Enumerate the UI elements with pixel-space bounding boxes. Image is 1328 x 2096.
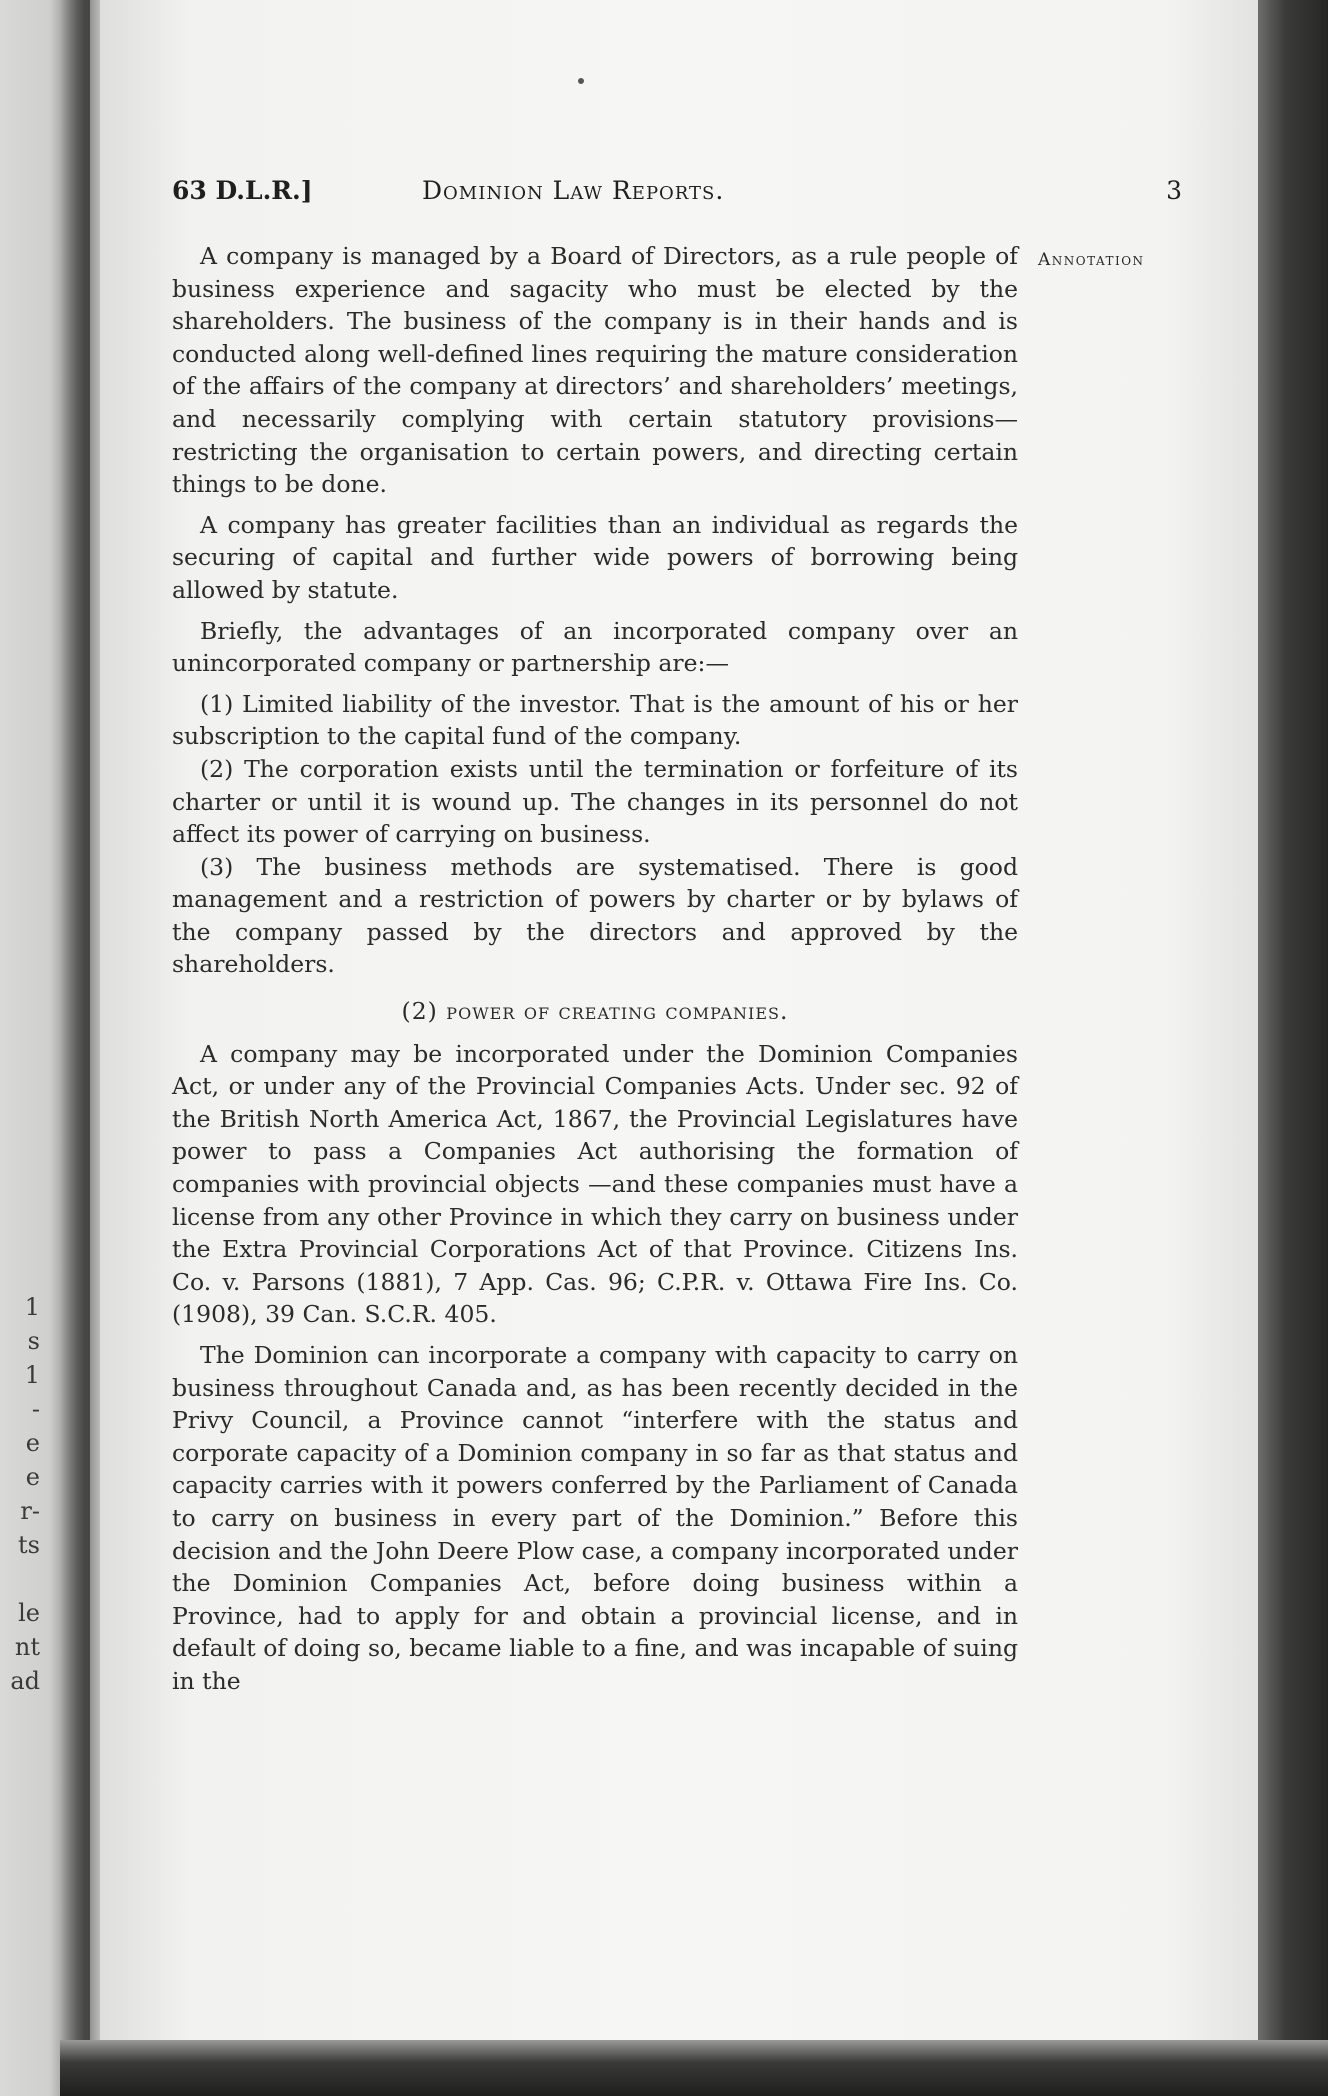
fragment: s xyxy=(27,1327,40,1355)
list-item-business-methods: (3) The business methods are systematised. There is good management and a restriction of powers by charter or by bylaws of the company passed by the directors and approved by the shareholders. xyxy=(172,852,1018,979)
fragment: ts xyxy=(18,1531,40,1559)
page-number: 3 xyxy=(1166,176,1182,205)
fragment: e xyxy=(25,1429,40,1457)
section-heading: (2) power of creating companies. xyxy=(401,997,789,1026)
paragraph-dominion-capacity: The Dominion can incorporate a company with capacity to carry on business throughout Canada and, as has been recently decided in the Privy Council, a Province cannot “interfere with the status and corporate capacity of a Dominion company in so far as that status and capacity carries with it powers conferred by the Parliament of Canada to carry on business in every part of the Dominion.” Before this decision and the John Deere Plow case, a company incorporated under the Dominion Companies Act, before doing business within a Province, had to apply for and obtain a provincial license, and in default of doing so, became liable to a fine, and was incapable of suing in the xyxy=(172,1341,1018,1695)
right-page-edge xyxy=(1258,0,1328,2096)
list-item-corporate-existence: (2) The corporation exists until the termination or forfeiture of its charter or until it is wound up. The changes in its personnel do not affect its power of carrying on business. xyxy=(172,754,1018,849)
fragment: r- xyxy=(20,1497,40,1525)
margin-annotation-label: Annotation xyxy=(1038,250,1145,270)
left-page-text-fragments xyxy=(0,1290,40,1698)
paragraph-capital: A company has greater facilities than an individual as regards the securing of capital and further wide powers of borrowing being allowed by statute. xyxy=(172,510,1018,604)
fragment: le xyxy=(18,1599,40,1627)
running-header xyxy=(172,176,1182,216)
fragment: - xyxy=(31,1395,40,1423)
fragment: ad xyxy=(10,1667,40,1695)
fragment: 1 xyxy=(24,1293,40,1321)
paragraph-advantages-intro: Briefly, the advantages of an incorporated company over an unincorporated company or partnership are:— xyxy=(172,616,1018,678)
list-item-limited-liability: (1) Limited liability of the investor. That is the amount of his or her subscription to the capital fund of the company. xyxy=(172,689,1018,751)
print-speck xyxy=(578,78,584,84)
paragraph-incorporation: A company may be incorporated under the Dominion Companies Act, or under any of the Provincial Companies Acts. Under sec. 92 of the British North America Act, 1867, the Provincial Legislatures have power to pass a Companies Act authorising the formation of companies with provincial objects —and these companies must have a license from any other Province in which they carry on business under the Extra Provincial Corporations Act of that Province. Citizens Ins. Co. v. Parsons (1881), 7 App. Cas. 96; C.P.R. v. Ottawa Fire Ins. Co. (1908), 39 Can. S.C.R. 405. xyxy=(172,1039,1018,1329)
fragment: nt xyxy=(14,1633,40,1661)
fragment: 1 xyxy=(24,1361,40,1389)
fragment xyxy=(0,1562,40,1596)
volume-reference: 63 D.L.R.] xyxy=(172,176,313,205)
bottom-page-edge xyxy=(60,2040,1328,2096)
fragment: e xyxy=(25,1463,40,1491)
publication-title: Dominion Law Reports. xyxy=(422,176,725,205)
body-text xyxy=(172,240,1018,1706)
paragraph-management: A company is managed by a Board of Directors, as a rule people of business experience and sagacity who must be elected by the shareholders. The business of the company is in their hands and is conducted along well-defined lines requiring the mature consideration of the affairs of the company at directors’ and shareholders’ meetings, and necessarily complying with certain statutory provisions—restricting the organisation to certain powers, and directing certain things to be done. xyxy=(172,242,1018,499)
